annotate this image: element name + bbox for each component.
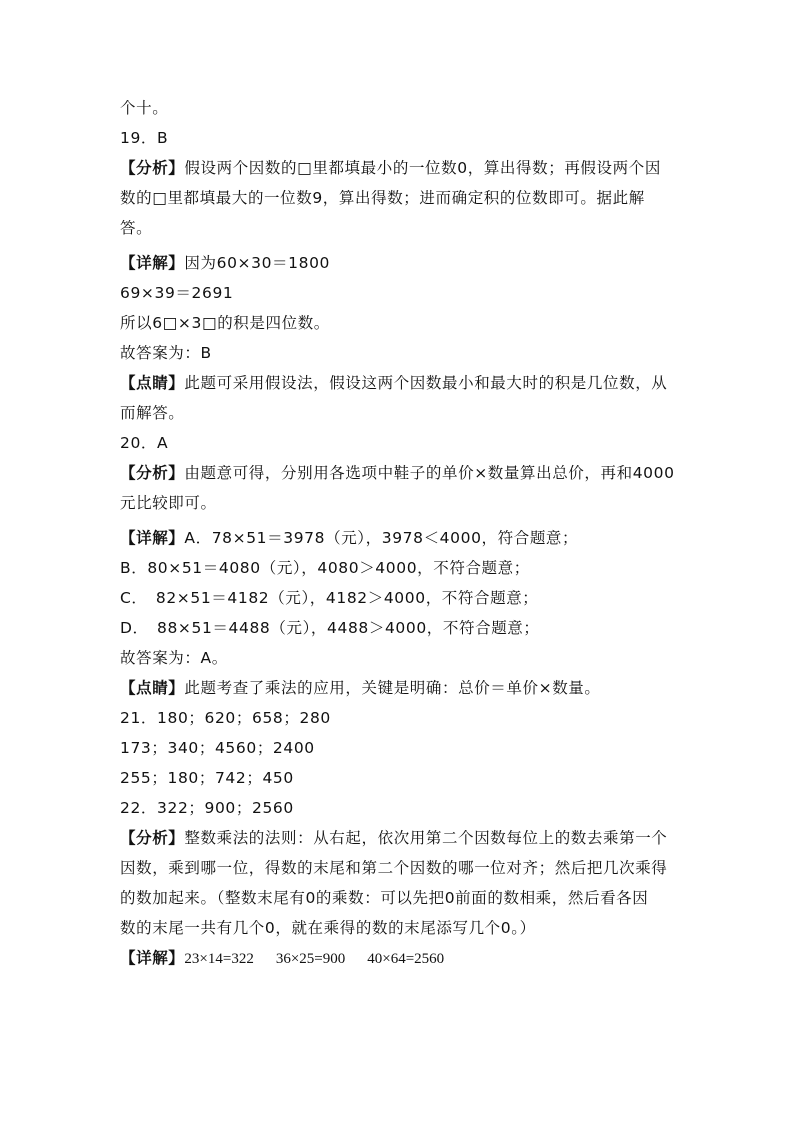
equation: 23×14=322 <box>184 951 254 967</box>
analysis-paragraph <box>120 828 667 848</box>
text-line: 所以6□×3□的积是四位数。 <box>120 314 330 332</box>
question-20-answer: 20．A <box>120 434 169 452</box>
section-tag: 【详解】 <box>120 529 185 547</box>
text-run: 假设两个因数的□里都填最小的一位数0，算出得数；再假设两个因 <box>184 159 661 177</box>
text-line: 173；340；4560；2400 <box>120 739 315 757</box>
text-line: 数的末尾一共有几个0，就在乘得的数的末尾添写几个0。） <box>120 919 536 937</box>
text-line: 元比较即可。 <box>120 494 217 512</box>
section-tag: 【详解】 <box>120 949 185 967</box>
equation: 36×25=900 <box>275 951 346 967</box>
comment-paragraph <box>120 373 667 393</box>
equation-list <box>184 951 444 967</box>
section-tag: 【分析】 <box>120 159 185 177</box>
text-run: 因为60×30＝1800 <box>184 254 330 272</box>
detail-paragraph <box>120 253 330 273</box>
question-19-answer: 19．B <box>120 129 169 147</box>
text-line: 数的□里都填最大的一位数9，算出得数；进而确定积的位数即可。据此解 <box>120 189 645 207</box>
section-tag: 【点睛】 <box>120 374 185 392</box>
text-line: 255；180；742；450 <box>120 769 294 787</box>
text-run: A．78×51＝3978（元），3978＜4000，符合题意； <box>184 529 579 547</box>
section-tag: 【分析】 <box>120 464 185 482</box>
section-tag: 【点睛】 <box>120 679 185 697</box>
text-run: 整数乘法的法则：从右起，依次用第二个因数每位上的数去乘第一个 <box>184 829 668 847</box>
text-line: 而解答。 <box>120 404 185 422</box>
text-line: 的数加起来。（整数末尾有0的乘数：可以先把0前面的数相乘，然后看各因 <box>120 889 649 907</box>
text-line: 69×39＝2691 <box>120 284 234 302</box>
text-line: 因数，乘到哪一位，得数的末尾和第二个因数的哪一位对齐；然后把几次乘得 <box>120 859 668 877</box>
text-run: 由题意可得，分别用各选项中鞋子的单价×数量算出总价，再和4000 <box>184 464 675 482</box>
analysis-paragraph <box>120 463 675 483</box>
question-21-answer: 21．180；620；658；280 <box>120 709 331 727</box>
text-line: 故答案为：B <box>120 344 212 362</box>
text-line: 个十。 <box>120 99 169 117</box>
text-line: B．80×51＝4080（元），4080＞4000，不符合题意； <box>120 559 530 577</box>
text-line: 故答案为：A。 <box>120 649 228 667</box>
text-line: C． 82×51＝4182（元），4182＞4000，不符合题意； <box>120 589 539 607</box>
detail-paragraph <box>120 948 444 969</box>
question-22-answer: 22．322；900；2560 <box>120 799 294 817</box>
section-tag: 【分析】 <box>120 829 185 847</box>
text-run: 此题考查了乘法的应用，关键是明确：总价＝单价×数量。 <box>184 679 601 697</box>
comment-paragraph <box>120 678 601 698</box>
detail-paragraph <box>120 528 578 548</box>
equation: 40×64=2560 <box>367 951 445 967</box>
text-line: D． 88×51＝4488（元），4488＞4000，不符合题意； <box>120 619 540 637</box>
text-run: 此题可采用假设法，假设这两个因数最小和最大时的积是几位数，从 <box>184 374 668 392</box>
section-tag: 【详解】 <box>120 254 185 272</box>
text-line: 答。 <box>120 219 153 237</box>
analysis-paragraph <box>120 158 661 178</box>
